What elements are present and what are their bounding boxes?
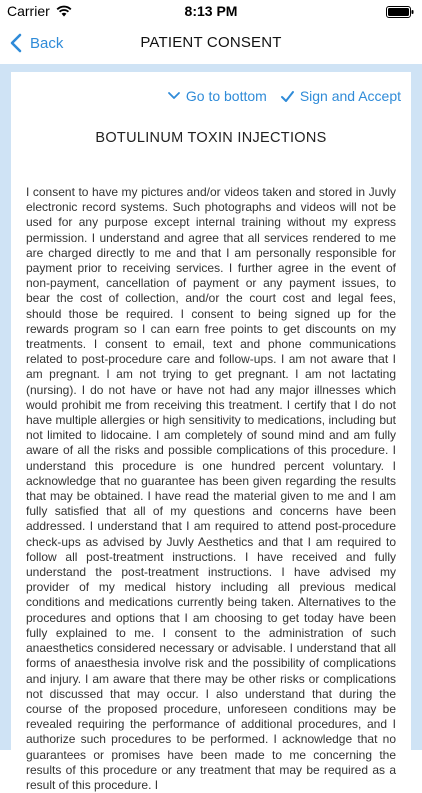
status-time: 8:13 PM <box>184 3 238 19</box>
document-actions <box>168 87 401 105</box>
document-title: BOTULINUM TOXIN INJECTIONS <box>95 130 327 146</box>
back-label: Back <box>30 34 64 52</box>
chevron-down-icon <box>168 92 180 100</box>
go-to-bottom-button[interactable] <box>168 88 267 104</box>
sign-and-accept-button[interactable] <box>281 88 401 104</box>
document-body: I consent to have my pictures and/or videos taken and stored in Juvly electronic record systems. Such photographs and videos will not be used for any purpose except internal training without my express permission. I understand and agree that all services rendered to me are charged directly to me and that I am personally responsible for payment prior to receiving services. I further agree in the event of non-payment, cancellation of payment or any payment issues, to bear the cost of collection, and/or the court cost and legal fees, should those be required. I consent to being signed up for the rewards program so I can earn free points to get discounts on my treatments. I consent to email, text and phone communications related to post-procedure care and follow-ups. I am not aware that I am pregnant. I am not trying to get pregnant. I am not lactating (nursing). I do not have or have not had any major illnesses which would prohibit me from receiving this treatment. I certify that I do not have multiple allergies or high sensitivity to medications, including but not limited to lidocaine. I am completely of sound mind and am fully aware of all the risks and possible complications of this procedure. I understand this procedure is one hundred percent voluntary. I acknowledge that no guarantee has been given regarding the results that may be obtained. I have read the material given to me and I am fully satisfied that all of my questions and concerns have been addressed. I understand that I am required to attend post-procedure check-ups as advised by Juvly Aesthetics and that I am required to follow all post-treatment instructions. I have received and fully understand the post-treatment instructions. I have advised my provider of my medical history including all previous medical conditions and medications currently being taken. Alternatives to the procedures and options that I am choosing to get today have been fully explained to me. I consent to the administration of such anaesthetics considered necessary or advisable. I understand that all forms of anaesthesia involve risk and the possibility of complications and injury. I am aware that there may be other risks or complications not discussed that may occur. I also understand that during the course of the proposed procedure, unforeseen conditions may be revealed requiring the performance of additional procedures, and I authorize such procedures to be performed. I acknowledge that no guarantees or promises have been made to me concerning the results of this procedure or any treatment that may be required as a result of this procedure. I <box>26 185 396 792</box>
checkmark-icon <box>281 91 294 102</box>
battery-icon <box>386 6 414 18</box>
navigation-bar <box>0 22 422 64</box>
consent-document[interactable] <box>11 72 411 792</box>
sign-and-accept-label: Sign and Accept <box>299 88 401 104</box>
page-title: PATIENT CONSENT <box>140 34 282 51</box>
carrier-label: Carrier <box>7 3 50 19</box>
go-to-bottom-label: Go to bottom <box>185 88 267 104</box>
status-bar <box>0 0 422 22</box>
